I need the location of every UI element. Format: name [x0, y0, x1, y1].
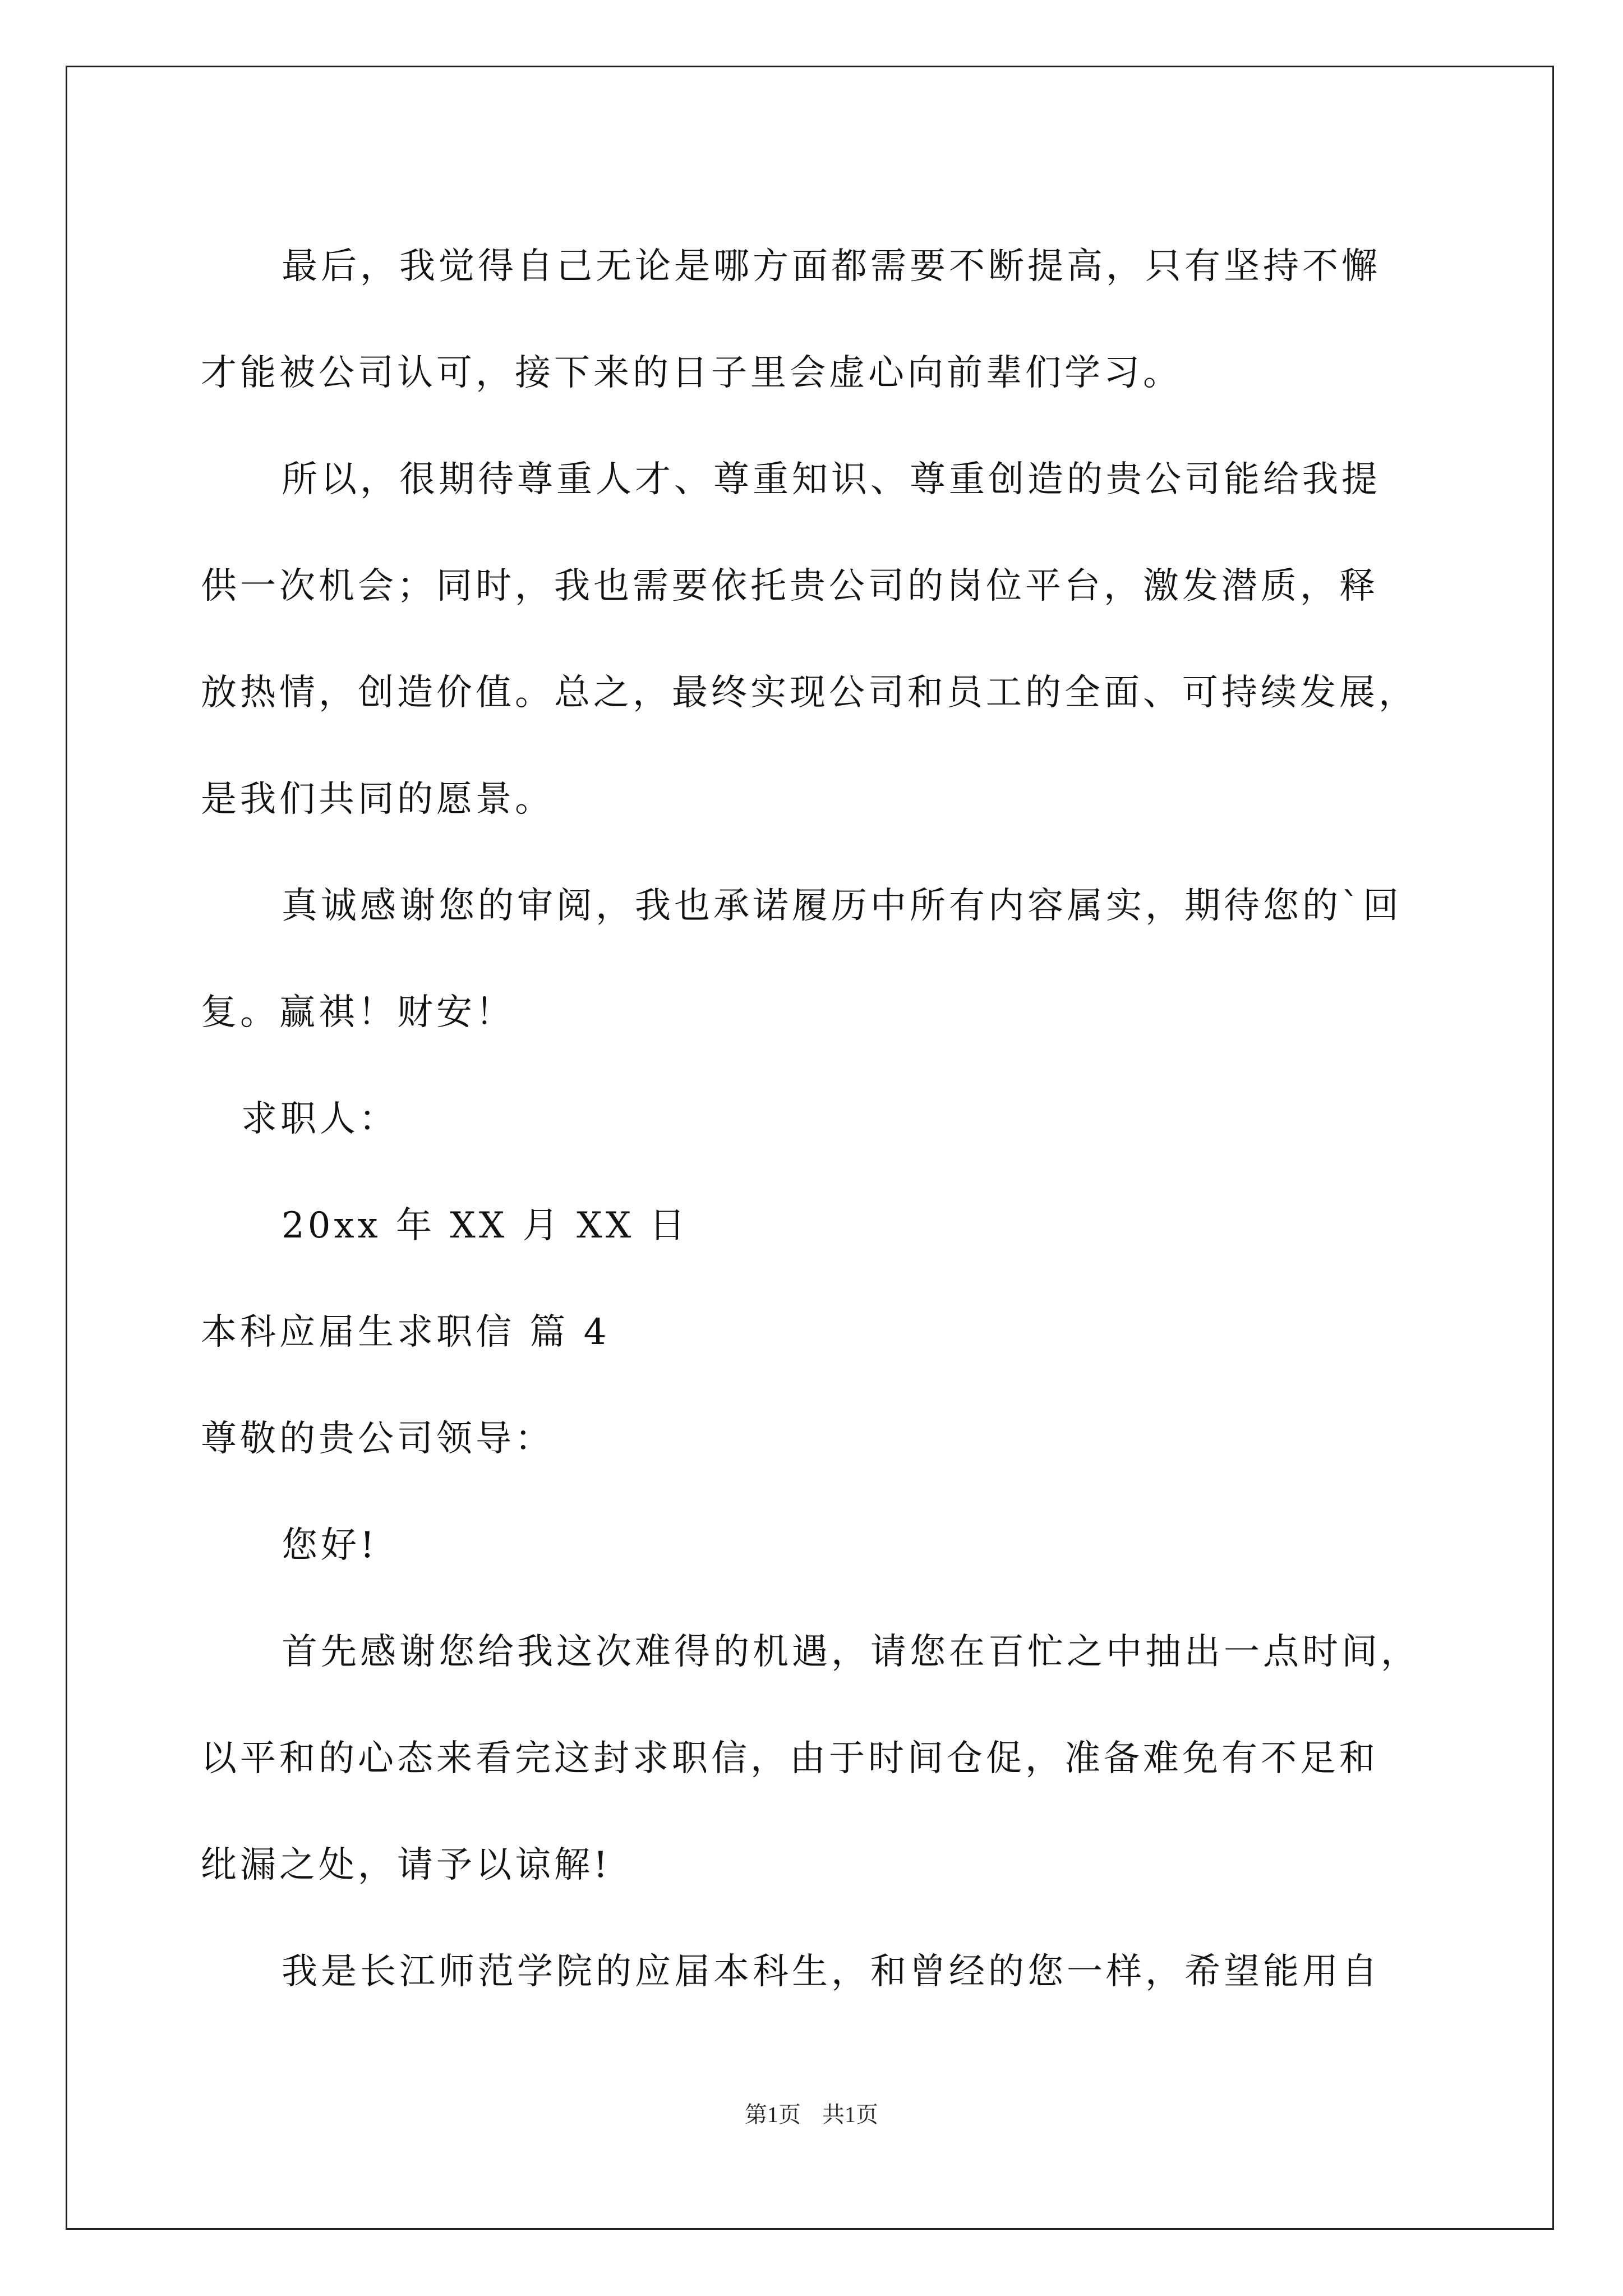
document-body: [201, 213, 1435, 2025]
text-line: 复。赢祺！财安！: [201, 992, 515, 1033]
text-line: 纰漏之处，请予以谅解!: [201, 1844, 611, 1886]
text-line: 真诚感谢您的审阅，我也承诺履历中所有内容属实，期待您的`回: [282, 885, 1402, 927]
text-line: 才能被公司认可，接下来的日子里会虚心向前辈们学习。: [201, 352, 1182, 394]
text-line: 放热情，创造价值。总之，最终实现公司和员工的全面、可持续发展，: [201, 672, 1418, 714]
text-line: 是我们共同的愿景。: [201, 779, 554, 820]
text-line: 求职人：: [241, 1098, 398, 1140]
text-line: 最后，我觉得自己无论是哪方面都需要不断提高，只有坚持不懈: [282, 246, 1381, 287]
text-line: 首先感谢您给我这次难得的机遇，请您在百忙之中抽出一点时间，: [282, 1631, 1420, 1673]
text-line: 供一次机会；同时，我也需要依托贵公司的岗位平台，激发潜质，释: [201, 565, 1378, 607]
text-line: 我是长江师范学院的应届本科生，和曾经的您一样，希望能用自: [282, 1951, 1381, 1993]
text-line: 所以，很期待尊重人才、尊重知识、尊重创造的贵公司能给我提: [282, 459, 1381, 500]
text-line: 您好!: [282, 1525, 378, 1566]
page-total: 共1页: [822, 2102, 878, 2127]
text-line: 尊敬的贵公司领导：: [201, 1418, 554, 1460]
page-number: 第1页: [745, 2102, 801, 2127]
page-footer: [0, 2098, 1623, 2132]
text-line: 以平和的心态来看完这封求职信，由于时间仓促，准备难免有不足和: [201, 1738, 1378, 1779]
text-line: 本科应届生求职信 篇 4: [201, 1312, 610, 1353]
text-line: 20xx 年 XX 月 XX 日: [282, 1205, 689, 1246]
